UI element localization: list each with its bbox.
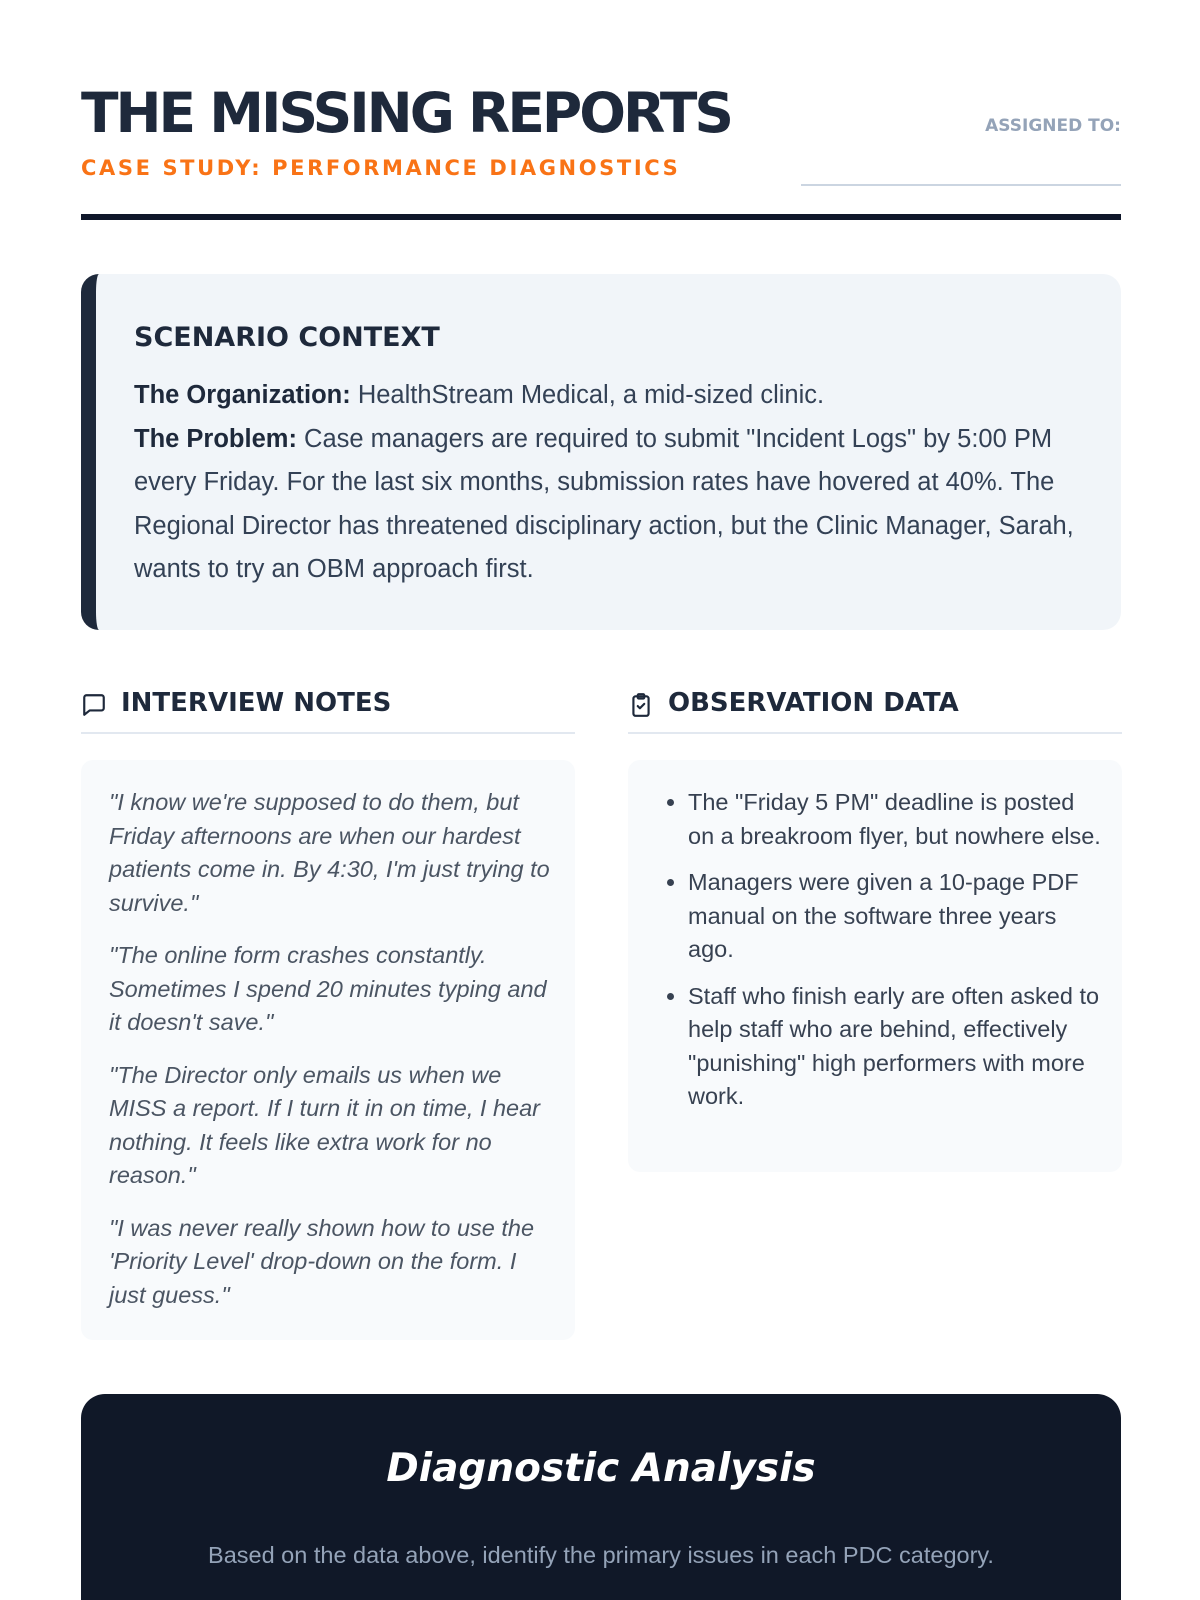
- observation-data-box: [628, 760, 1122, 1172]
- interview-quote: "The Director only emails us when we MISS a report. If I turn it in on time, I hear nothing. It feels like extra work for no reason.": [109, 1061, 541, 1188]
- chat-bubble-icon: [81, 692, 107, 718]
- organization-line: [134, 374, 1084, 418]
- problem-label: The Problem:: [134, 424, 297, 453]
- interview-notes-heading: INTERVIEW NOTES: [121, 688, 392, 718]
- interview-quote: "The online form crashes constantly. Sometimes I spend 20 minutes typing and it doesn't save.": [109, 942, 547, 1035]
- interview-quote: "I know we're supposed to do them, but Friday afternoons are when our hardest patients come in. By 4:30, I'm just trying to survive.": [109, 789, 550, 916]
- observation-item: • The "Friday 5 PM" deadline is posted on a breakroom flyer, but nowhere else.: [688, 786, 1102, 853]
- header-divider: [81, 214, 1121, 220]
- clipboard-check-icon: [628, 692, 654, 718]
- assigned-to-label: ASSIGNED TO:: [985, 116, 1121, 136]
- interview-quote: "I was never really shown how to use the 'Priority Level' drop-down on the form. I just guess.": [109, 1214, 535, 1308]
- organization-label: The Organization:: [134, 381, 351, 409]
- diagnostic-instruction: Based on the data above, identify the primary issues in each PDC category.: [208, 1542, 994, 1568]
- organization-text: HealthStream Medical, a mid-sized clinic.: [350, 381, 825, 409]
- scenario-context-card: [81, 274, 1121, 630]
- observation-data-heading: OBSERVATION DATA: [668, 688, 959, 718]
- interview-notes-box: [81, 760, 575, 1340]
- scenario-heading: SCENARIO CONTEXT: [134, 322, 440, 353]
- diagnostic-heading: Diagnostic Analysis: [386, 1446, 816, 1491]
- scenario-body: [134, 374, 1084, 592]
- observation-data-header: [628, 686, 1122, 734]
- page-subtitle: CASE STUDY: PERFORMANCE DIAGNOSTICS: [81, 156, 681, 180]
- assigned-to-field[interactable]: [801, 184, 1121, 186]
- interview-notes-header: [81, 686, 575, 734]
- page-header: [81, 78, 1121, 220]
- problem-line: [134, 418, 1084, 592]
- problem-text: Case managers are required to submit "Incident Logs" by 5:00 PM every Friday. For the last six months, submission rates have hovered at 40%. The Regional Director has threatened disciplinary action, but the Clinic Manager, Sarah, wants to try an OBM approach first.: [134, 424, 1074, 583]
- observation-list: [688, 786, 1102, 1114]
- observation-item: • Staff who finish early are often asked to help staff who are behind, effectively "punishing" high performers with more work.: [688, 980, 1102, 1114]
- page-title: THE MISSING REPORTS: [81, 81, 731, 145]
- observation-item: • Managers were given a 10-page PDF manual on the software three years ago.: [688, 866, 1102, 967]
- diagnostic-analysis-panel: [81, 1394, 1121, 1600]
